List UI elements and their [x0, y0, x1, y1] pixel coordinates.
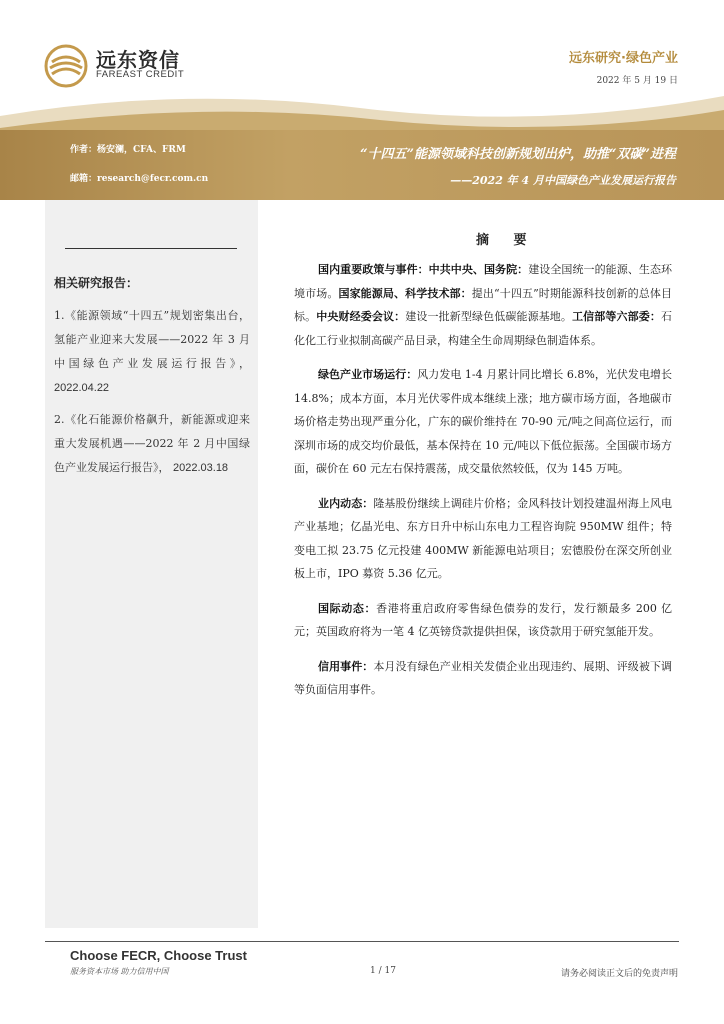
summary-text: 提出“十四五”时期能源科技创新的总体目标。 [294, 286, 673, 323]
footer-divider [45, 941, 679, 942]
summary-text: 石化化工行业拟制高碳产品目录，构建全生命周期绿色制造体系。 [294, 310, 673, 347]
related-report-item[interactable] [54, 408, 250, 480]
summary-paragraph [294, 258, 672, 352]
email-line: 邮箱：research@fecr.com.cn [70, 174, 209, 184]
summary-text: 建设全国统一的能源、生态环境市场。 [294, 263, 673, 300]
related-report-item[interactable] [54, 304, 250, 400]
company-logo [44, 44, 194, 90]
logo-en-text: FAREAST CREDIT [96, 69, 185, 80]
summary-label: 信用事件： [318, 659, 374, 673]
summary-paragraph [294, 492, 672, 586]
summary-label: 绿色产业市场运行： [318, 368, 418, 381]
logo-emblem-icon [44, 44, 88, 88]
summary-text: 香港将重启政府零售绿色债券的发行，发行额最多 200 亿元；英国政府将为一笔 4 亿英镑贷款提供担保，该贷款用于研究氢能开发。 [294, 601, 672, 638]
footer-disclaimer[interactable]: 请务必阅读正文后的免责声明 [560, 969, 678, 979]
section-title: 远东研究·绿色产业 [569, 51, 678, 66]
logo-cn-text: 远东资信 [96, 48, 180, 72]
summary-label: 工信部等六部委： [572, 310, 662, 323]
summary-label: 国家能源局、科学技术部： [338, 286, 472, 300]
summary-label: 中央财经委会议： [316, 310, 406, 323]
related-report-text: 1.《能源领域“十四五”规划密集出台，氢能产业迎来大发展——2022 年 3 月中国绿色产业发展运行报告》， [54, 309, 250, 370]
summary-label: 国内重要政策与事件：中共中央、国务院： [318, 263, 529, 276]
summary-heading: 摘 要 [476, 233, 537, 248]
related-reports-heading: 相关研究报告： [54, 276, 139, 290]
related-reports-list [54, 304, 250, 488]
author-line: 作者：杨安澜，CFA、FRM [70, 145, 186, 155]
summary-label: 业内动态： [318, 496, 374, 510]
summary-paragraph [294, 655, 672, 702]
related-report-date: 2022.04.22 [54, 382, 110, 394]
sidebar-divider [65, 248, 237, 249]
summary-text: 风力发电 1-4 月累计同比增长 6.8%，光伏发电增长 14.8%；成本方面，本月光伏零件成本继续上涨；地方碳市场方面，各地碳市场价格走势出现严重分化，广东的碳价维持在 70-90 元/吨之间高位运行，而深圳市场的成交均价最低，基本保持在 10 元/吨以下低位振荡。全国碳市场方面，碳价在 60 元左右保持震荡，成交量依然较低，仅为 145 万吨。 [294, 368, 673, 475]
summary-text: 建设一批新型绿色低碳能源基地。 [405, 310, 573, 323]
related-report-text: 2.《化石能源价格飙升，新能源或迎来重大发展机遇——2022 年 2 月中国绿色产业发展运行报告》， [54, 413, 250, 474]
summary-text: 本月没有绿色产业相关发债企业出现违约、展期、评级被下调等负面信用事件。 [294, 659, 673, 696]
summary-body [294, 258, 672, 713]
report-date: 2022 年 5 月 19 日 [596, 76, 678, 86]
summary-text: 隆基股份继续上调硅片价格；金风科技计划投建温州海上风电产业基地；亿晶光电、东方日升中标山东电力工程咨询院 950MW 组件；特变电工拟 23.75 亿元投建 400MW 新能源电站项目；宏德股份在深交所创业板上市，IPO 募资 5.36 亿元。 [294, 496, 673, 580]
summary-paragraph [294, 597, 672, 644]
summary-label: 国际动态： [318, 601, 377, 615]
summary-paragraph [294, 363, 672, 481]
title-banner [0, 130, 724, 200]
report-title: “十四五”能源领域科技创新规划出炉，助推“双碳”进程 [360, 147, 676, 162]
footer-slogan: Choose FECR, Choose Trust [70, 948, 247, 963]
footer-tagline: 服务资本市场 助力信用中国 [70, 967, 169, 976]
related-report-date: 2022.03.18 [173, 462, 229, 474]
page-number: 1 / 17 [370, 966, 396, 976]
related-reports-sidebar [45, 200, 258, 928]
report-subtitle: ——2022 年 4 月中国绿色产业发展运行报告 [450, 174, 676, 187]
